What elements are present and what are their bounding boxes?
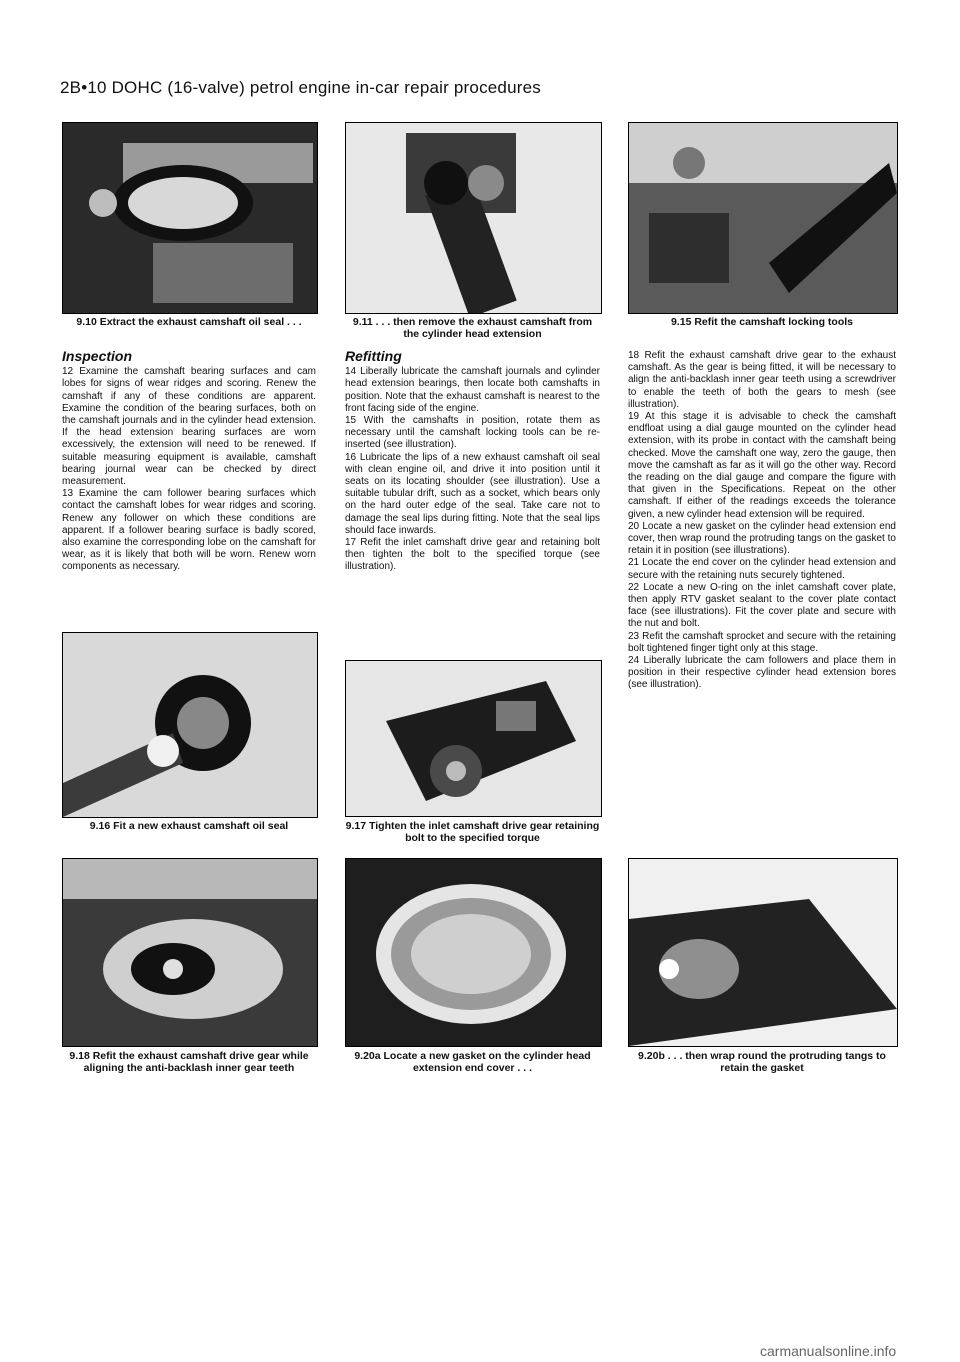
paragraph-16: 16 Lubricate the lips of a new exhaust camshaft oil seal with clean engine oil, and drive it into position until it seats on its locating shoulder (see illustration). Use a suitable tubular drift, such as a socket, which bears only on the hard outer edge of the seal. Take care not to damage the seal lips during fitting. Note that the seal lips should face inwards. xyxy=(345,451,600,536)
caption-9-18: 9.18 Refit the exhaust camshaft drive gear while aligning the anti-backlash inner gear teeth xyxy=(69,1050,309,1074)
paragraph-19: 19 At this stage it is advisable to check the camshaft endfloat using a dial gauge mounted on the cylinder head extension, with its probe in contact with the camshaft being checked. Move the camshaft one way, zero the gauge, then move the camshaft as far as it will go the other way. Record the reading on the dial gauge and compare the figure with that given in the Specifications. Repeat on the other camshaft. If either of the readings exceeds the tolerance given, a new cylinder head extension will be required. xyxy=(628,411,896,520)
caption-9-20a: 9.20a Locate a new gasket on the cylinder head extension end cover . . . xyxy=(354,1050,591,1074)
refitting-heading: Refitting xyxy=(345,348,402,364)
photo-9-17-image xyxy=(346,661,601,816)
caption-9-17: 9.17 Tighten the inlet camshaft drive gear retaining bolt to the specified torque xyxy=(345,820,600,844)
photo-9-10 xyxy=(62,122,318,314)
photo-9-11-image xyxy=(346,123,601,313)
photo-9-17 xyxy=(345,660,602,817)
photo-9-20b-image xyxy=(629,859,897,1046)
inspection-heading: Inspection xyxy=(62,348,133,364)
page-header: 2B•10 DOHC (16-valve) petrol engine in-car repair procedures xyxy=(60,78,541,97)
photo-9-20b xyxy=(628,858,898,1047)
paragraph-15: 15 With the camshafts in position, rotate them as necessary until the camshaft locking tools can be re-inserted (see illustration). xyxy=(345,415,600,451)
caption-9-11: 9.11 . . . then remove the exhaust camshaft from the cylinder head extension xyxy=(352,316,593,340)
photo-9-18-image xyxy=(63,859,317,1046)
caption-9-20b: 9.20b . . . then wrap round the protruding tangs to retain the gasket xyxy=(638,1050,886,1074)
paragraph-12: 12 Examine the camshaft bearing surfaces and cam lobes for signs of wear ridges and scoring. Renew the camshaft if any of these conditions are apparent. Examine the condition of the bearing surfaces, both on the camshaft journals and in the cylinder head extension. If the head extension bearing surfaces are worn excessively, the extension will need to be renewed. If suitable measuring equipment is available, camshaft bearing journal wear can be checked by direct measurement. xyxy=(62,366,316,488)
paragraph-21: 21 Locate the end cover on the cylinder head extension and secure with the retaining nuts securely tightened. xyxy=(628,557,896,581)
paragraph-18: 18 Refit the exhaust camshaft drive gear to the exhaust camshaft. As the gear is being fitted, it will be necessary to align the anti-backlash inner gear teeth using a screwdriver to enable the teeth of both the gears to mesh (see illustration). xyxy=(628,350,896,410)
photo-9-16-image xyxy=(63,633,317,817)
paragraph-17: 17 Refit the inlet camshaft drive gear and retaining bolt then tighten the bolt to the specified torque (see illustration). xyxy=(345,537,600,573)
caption-9-15: 9.15 Refit the camshaft locking tools xyxy=(670,316,854,328)
photo-9-18 xyxy=(62,858,318,1047)
photo-9-20a-image xyxy=(346,859,601,1046)
caption-9-16: 9.16 Fit a new exhaust camshaft oil seal xyxy=(89,820,289,832)
paragraph-24: 24 Liberally lubricate the cam followers and place them in position in their respective cylinder head extension bores (see illustration). xyxy=(628,655,896,691)
paragraph-14: 14 Liberally lubricate the camshaft journals and cylinder head extension bearings, then locate both camshafts in position. Note that the exhaust camshaft is nearest to the front facing side of the engine. xyxy=(345,366,600,414)
watermark: carmanualsonline.info xyxy=(760,1343,897,1359)
photo-9-10-image xyxy=(63,123,317,313)
photo-9-11 xyxy=(345,122,602,314)
photo-9-15 xyxy=(628,122,898,314)
paragraph-23: 23 Refit the camshaft sprocket and secure with the retaining bolt tightened finger tight only at this stage. xyxy=(628,630,896,654)
photo-9-20a xyxy=(345,858,602,1047)
paragraph-22: 22 Locate a new O-ring on the inlet camshaft cover plate, then apply RTV gasket sealant to the cover plate contact face (see illustrations). Fit the cover plate and secure with the nut and bolt. xyxy=(628,581,896,630)
refitting-section xyxy=(345,350,600,574)
photo-9-16 xyxy=(62,632,318,818)
paragraph-20: 20 Locate a new gasket on the cylinder head extension end cover, then wrap round the protruding tangs on the gasket to retain it in position (see illustrations). xyxy=(628,520,896,557)
photo-9-15-image xyxy=(629,123,897,313)
inspection-section xyxy=(62,350,316,574)
right-column-text xyxy=(628,350,896,692)
caption-9-10: 9.10 Extract the exhaust camshaft oil seal . . . xyxy=(76,316,302,328)
paragraph-13: 13 Examine the cam follower bearing surfaces which contact the camshaft lobes for wear ridges and scoring. Renew any follower on which these conditions are apparent. If a follower bearing surface is badly scored, also examine the corresponding lobe on the camshaft for wear, as it is likely that both will be worn. Renew worn components as necessary. xyxy=(62,488,316,573)
